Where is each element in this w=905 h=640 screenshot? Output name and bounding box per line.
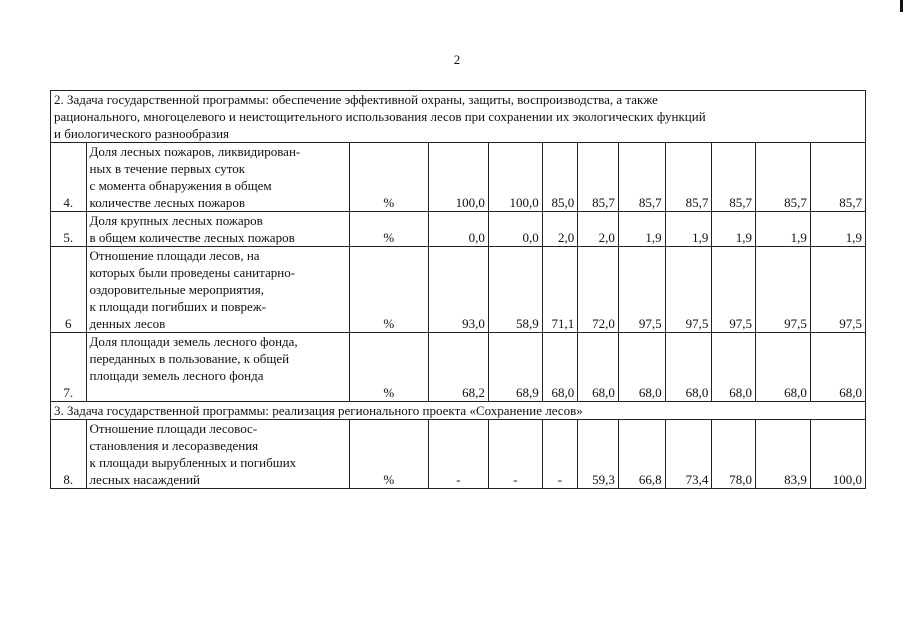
value-cell: 68,0: [810, 333, 865, 402]
indicator-name: [86, 212, 349, 247]
value-cell: 0,0: [488, 212, 542, 247]
value-cell: 85,7: [810, 143, 865, 212]
value-cell: 85,7: [756, 143, 811, 212]
value-cell: 83,9: [756, 420, 811, 489]
page-number: 2: [453, 52, 461, 67]
value-cell: 100,0: [488, 143, 542, 212]
value-cell: -: [428, 420, 488, 489]
value-cell: 71,1: [542, 247, 578, 333]
value-cell: 97,5: [665, 247, 712, 333]
section-title-line: и биологического разнообразия: [54, 126, 230, 141]
indicator-name: [86, 143, 349, 212]
indicator-name-line: оздоровительные мероприятия,: [89, 282, 264, 297]
value-cell: 59,3: [578, 420, 619, 489]
indicator-name-line: лесных насаждений: [89, 472, 201, 487]
indicator-name-line: [90, 384, 346, 401]
value-cell: 1,9: [618, 212, 665, 247]
table-row: [51, 420, 866, 489]
indicator-name-line: ных в течение первых суток: [89, 161, 246, 176]
indicator-name-line: количестве лесных пожаров: [89, 195, 245, 210]
indicator-name: [86, 420, 349, 489]
table-row: [51, 333, 866, 402]
value-cell: 85,0: [542, 143, 578, 212]
value-cell: 68,0: [542, 333, 578, 402]
value-cell: 2,0: [578, 212, 619, 247]
value-cell: 1,9: [665, 212, 712, 247]
unit-cell: %: [349, 247, 428, 333]
value-cell: 68,0: [578, 333, 619, 402]
value-cell: 1,9: [712, 212, 756, 247]
indicator-name-line: Доля крупных лесных пожаров: [89, 213, 263, 228]
value-cell: 93,0: [428, 247, 488, 333]
value-cell: 85,7: [665, 143, 712, 212]
value-cell: -: [542, 420, 578, 489]
value-cell: 58,9: [488, 247, 542, 333]
section-header-row: [51, 402, 866, 420]
row-number: 7.: [51, 333, 87, 402]
indicator-name-line: Доля площади земель лесного фонда,: [89, 334, 298, 349]
section-title-line: рационального, многоцелевого и неистощительного использования лесов при сохранении их экологических функций: [54, 109, 706, 124]
table-row: [51, 143, 866, 212]
value-cell: 78,0: [712, 420, 756, 489]
indicator-name: [86, 247, 349, 333]
value-cell: 85,7: [578, 143, 619, 212]
indicator-name-line: которых были проведены санитарно-: [89, 265, 296, 280]
value-cell: 97,5: [810, 247, 865, 333]
value-cell: 68,2: [428, 333, 488, 402]
value-cell: 73,4: [665, 420, 712, 489]
section-title-line: 3. Задача государственной программы: реализация регионального проекта «Сохранение лесов»: [54, 403, 583, 418]
indicator-name-line: Доля лесных пожаров, ликвидирован-: [89, 144, 301, 159]
unit-cell: %: [349, 143, 428, 212]
indicator-name-line: площади земель лесного фонда: [89, 368, 264, 383]
indicator-name-line: переданных в пользование, к общей: [89, 351, 290, 366]
section-header-row: [51, 91, 866, 143]
indicator-name-line: к площади вырубленных и погибших: [89, 455, 297, 470]
indicator-name-line: становления и лесоразведения: [89, 438, 259, 453]
indicator-name-line: к площади погибших и повреж-: [89, 299, 267, 314]
value-cell: 2,0: [542, 212, 578, 247]
unit-cell: %: [349, 333, 428, 402]
indicator-name-line: с момента обнаружения в общем: [89, 178, 272, 193]
value-cell: 66,8: [618, 420, 665, 489]
indicator-name-line: Отношение площади лесов, на: [89, 248, 260, 263]
value-cell: 97,5: [712, 247, 756, 333]
unit-cell: %: [349, 212, 428, 247]
value-cell: 100,0: [428, 143, 488, 212]
indicator-name-line: денных лесов: [89, 316, 166, 331]
value-cell: 0,0: [428, 212, 488, 247]
section-title: [51, 402, 866, 420]
value-cell: 100,0: [810, 420, 865, 489]
value-cell: 1,9: [810, 212, 865, 247]
value-cell: 68,0: [665, 333, 712, 402]
section-title-line: 2. Задача государственной программы: обеспечение эффективной охраны, защиты, воспроизводства, а также: [54, 92, 658, 107]
value-cell: 68,0: [712, 333, 756, 402]
scan-edge-mark: [900, 0, 903, 12]
indicator-name-line: в общем количестве лесных пожаров: [89, 230, 295, 245]
indicator-name: [86, 333, 349, 402]
indicators-table: [50, 90, 866, 489]
indicator-name-line: Отношение площади лесовос-: [89, 421, 258, 436]
value-cell: 68,0: [756, 333, 811, 402]
row-number: 5.: [51, 212, 87, 247]
value-cell: 68,9: [488, 333, 542, 402]
value-cell: 85,7: [618, 143, 665, 212]
row-number: 6: [51, 247, 87, 333]
row-number: 4.: [51, 143, 87, 212]
value-cell: 1,9: [756, 212, 811, 247]
value-cell: 85,7: [712, 143, 756, 212]
value-cell: 68,0: [618, 333, 665, 402]
unit-cell: %: [349, 420, 428, 489]
value-cell: 97,5: [618, 247, 665, 333]
section-title: [51, 91, 866, 143]
table-row: [51, 212, 866, 247]
table-row: [51, 247, 866, 333]
value-cell: -: [488, 420, 542, 489]
value-cell: 97,5: [756, 247, 811, 333]
row-number: 8.: [51, 420, 87, 489]
value-cell: 72,0: [578, 247, 619, 333]
